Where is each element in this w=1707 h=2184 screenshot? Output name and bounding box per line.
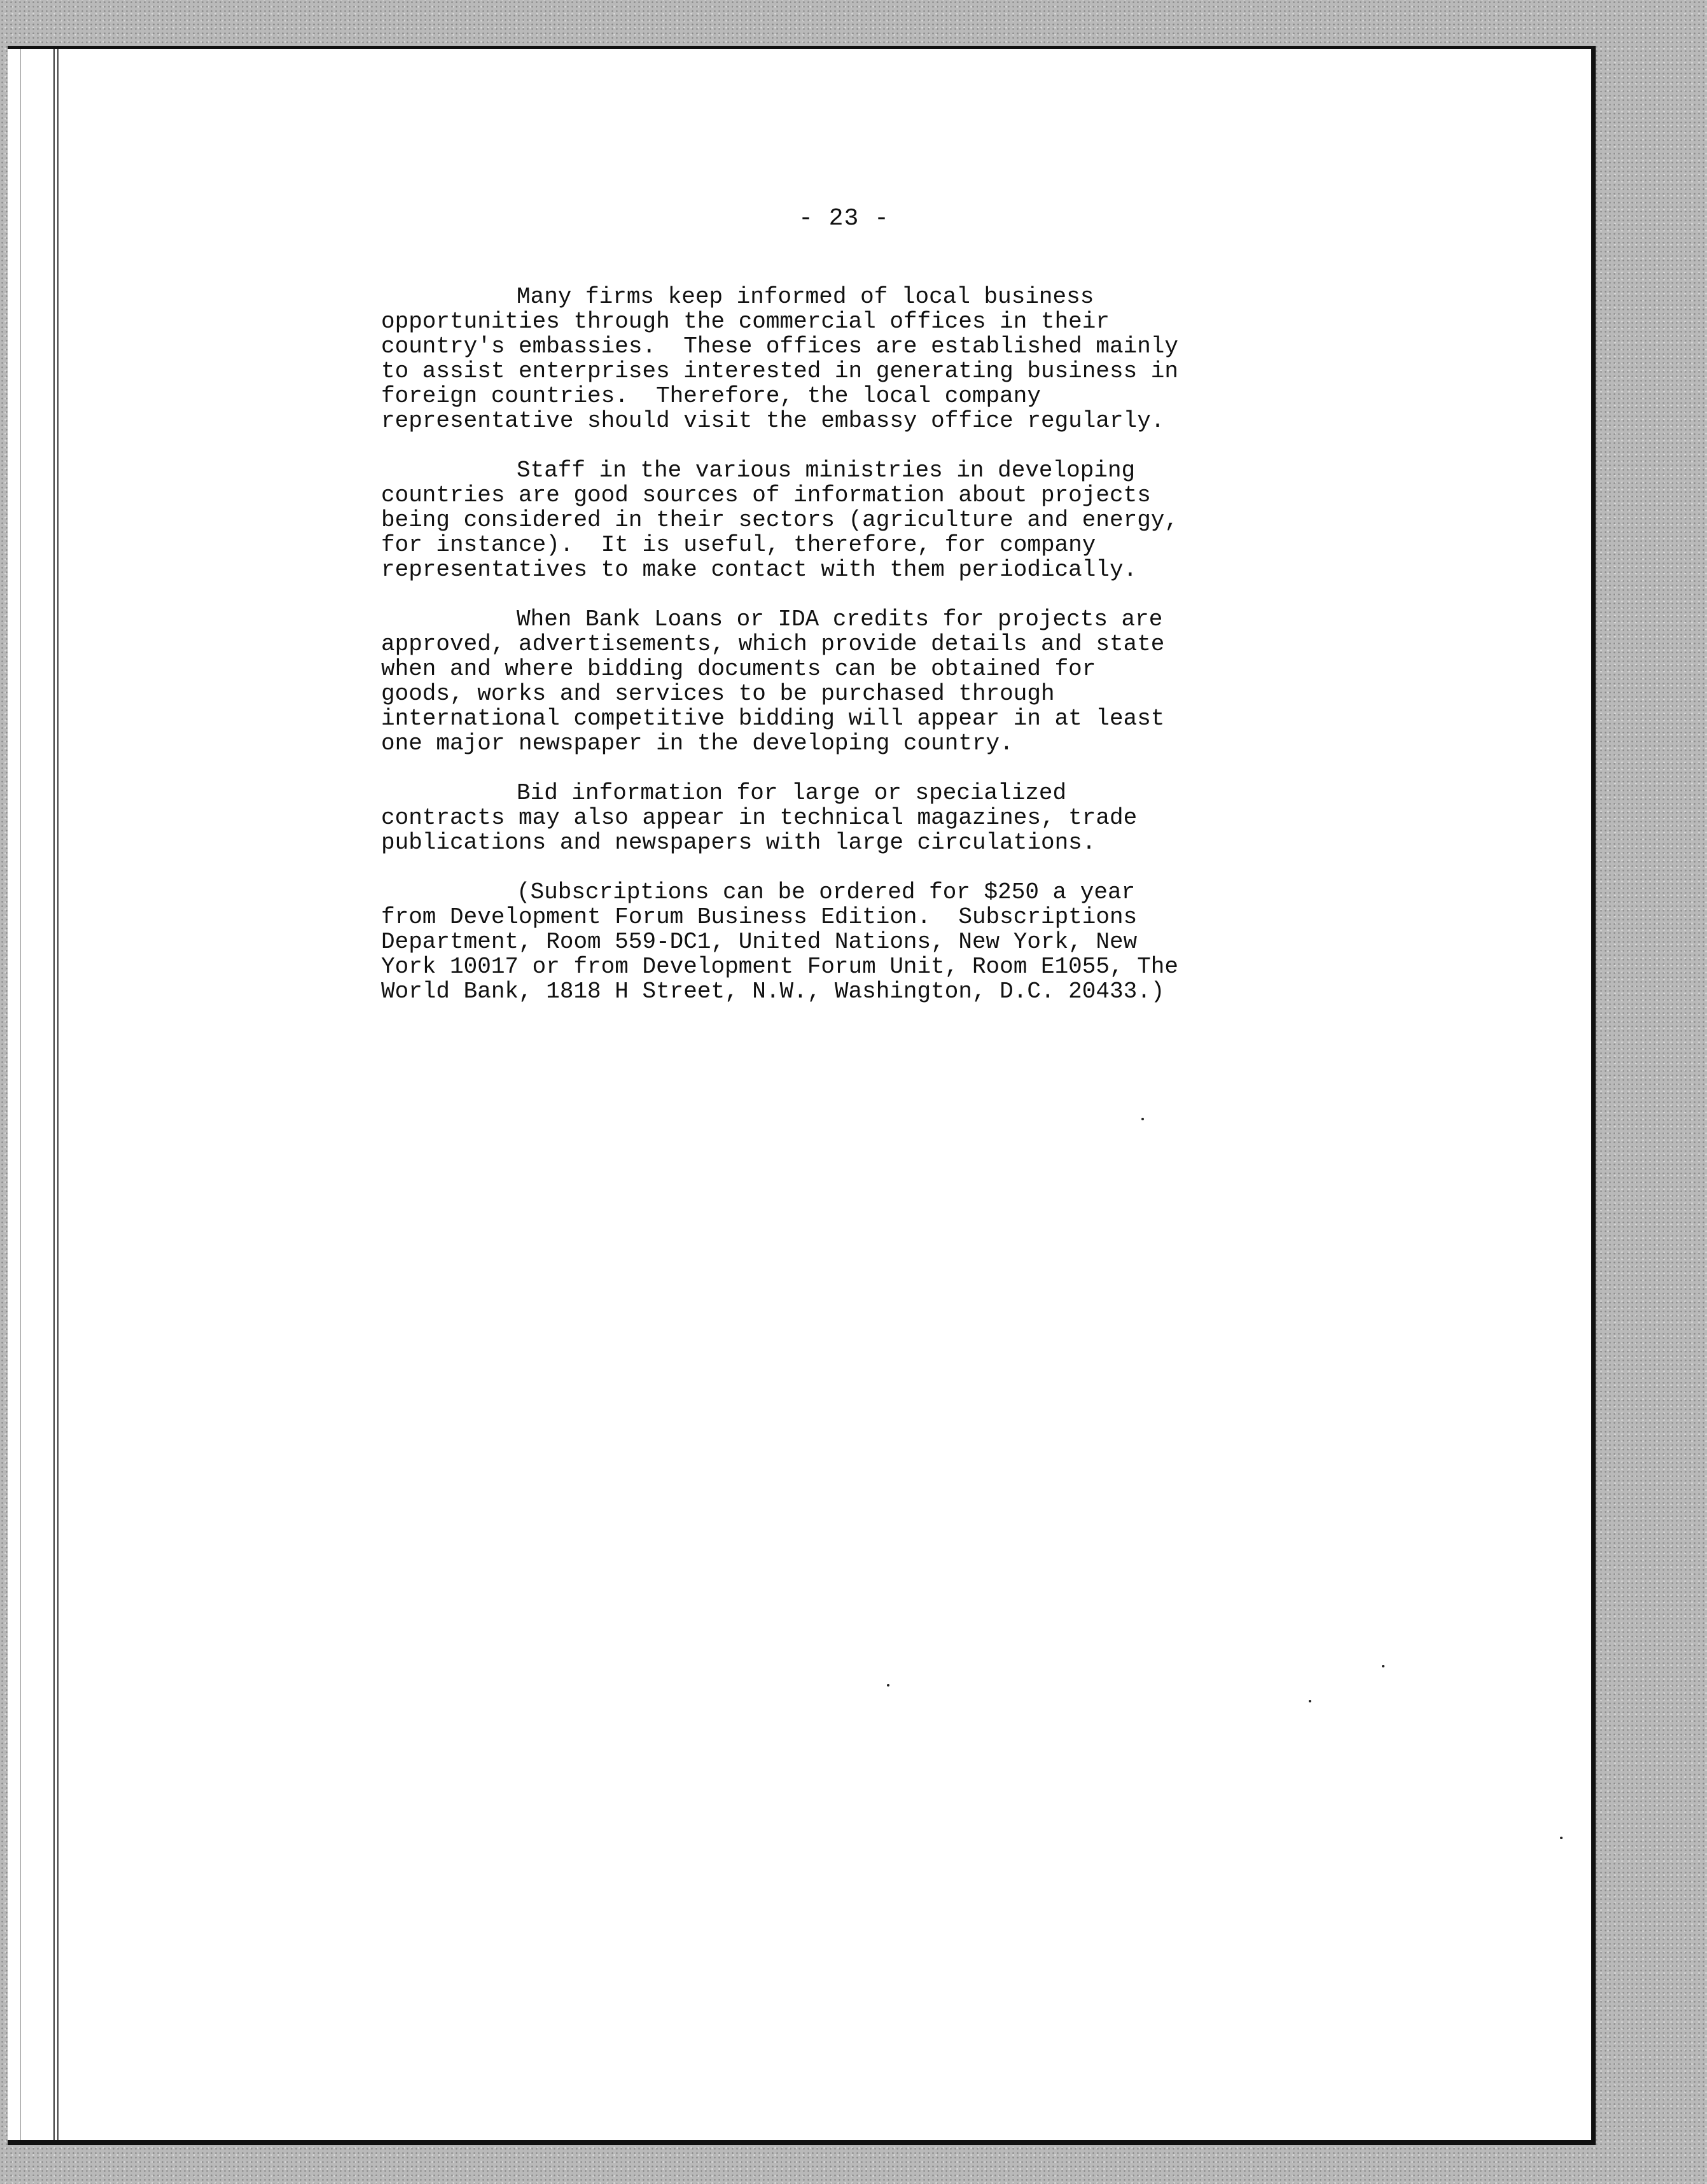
- paragraph-line: representative should visit the embassy office regularly.: [381, 408, 1165, 434]
- paragraph-line: Staff in the various ministries in developing: [517, 457, 1136, 483]
- paragraph-line: (Subscriptions can be ordered for $250 a year: [517, 879, 1136, 905]
- document-page: [8, 46, 1596, 2145]
- paragraph-line: for instance). It is useful, therefore, for company: [381, 532, 1096, 558]
- paragraph-line: York 10017 or from Development Forum Unit, Room E1055, The: [381, 954, 1179, 980]
- paragraph-line: countries are good sources of information about projects: [381, 482, 1151, 508]
- paragraph-subscriptions: [381, 880, 1285, 1004]
- paragraph-line: goods, works and services to be purchased through: [381, 681, 1055, 707]
- paragraph-bid-information: [381, 781, 1285, 855]
- paragraph-line: foreign countries. Therefore, the local company: [381, 383, 1041, 409]
- body-text: [381, 284, 1285, 1029]
- paragraph-line: Department, Room 559-DC1, United Nations, New York, New: [381, 929, 1138, 955]
- paragraph-line: World Bank, 1818 H Street, N.W., Washington, D.C. 20433.): [381, 978, 1165, 1005]
- scan-speck: [887, 1684, 889, 1687]
- paragraph-line: when and where bidding documents can be obtained for: [381, 656, 1096, 682]
- paragraph-line: contracts may also appear in technical magazines, trade: [381, 805, 1138, 831]
- paragraph-line: opportunities through the commercial offices in their: [381, 309, 1110, 335]
- paragraph-line: When Bank Loans or IDA credits for projects are: [517, 606, 1163, 632]
- paragraph-line: international competitive bidding will appear in at least: [381, 706, 1165, 732]
- scan-speck: [1141, 1118, 1144, 1120]
- scan-speck: [1560, 1837, 1563, 1839]
- paragraph-line: representatives to make contact with them periodically.: [381, 557, 1138, 583]
- paragraph-line: from Development Forum Business Edition. Subscriptions: [381, 904, 1138, 930]
- paragraph-line: country's embassies. These offices are established mainly: [381, 333, 1179, 359]
- paragraph-line: Many firms keep informed of local business: [517, 284, 1094, 310]
- paragraph-ministries: [381, 458, 1285, 582]
- paragraph-line: one major newspaper in the developing country.: [381, 730, 1014, 756]
- paragraph-line: being considered in their sectors (agriculture and energy,: [381, 507, 1179, 533]
- binding-margin: [8, 49, 55, 2140]
- paragraph-bank-loans: [381, 607, 1285, 756]
- scan-speck: [1309, 1700, 1311, 1702]
- page-number: - 23 -: [798, 205, 889, 232]
- paragraph-line: to assist enterprises interested in generating business in: [381, 358, 1179, 384]
- paragraph-embassies: [381, 284, 1285, 433]
- scan-speck: [1382, 1665, 1384, 1667]
- paragraph-line: Bid information for large or specialized: [517, 780, 1067, 806]
- paragraph-line: approved, advertisements, which provide details and state: [381, 631, 1165, 657]
- paragraph-line: publications and newspapers with large circulations.: [381, 830, 1096, 856]
